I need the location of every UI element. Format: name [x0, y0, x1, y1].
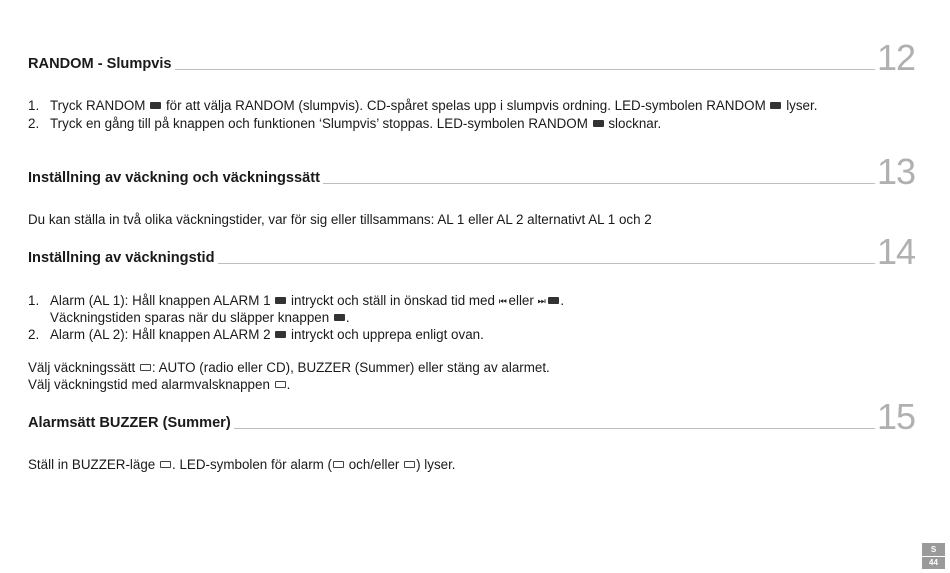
- random-led-icon: [770, 102, 781, 109]
- section-14-heading: [28, 250, 875, 266]
- random-led-icon: [593, 120, 604, 127]
- paragraph: Ställ in BUZZER-läge . LED-symbolen för alarm ( och/eller ) lyser.: [28, 457, 456, 472]
- list-item-continuation: Väckningstiden sparas när du släpper knappen .: [50, 310, 350, 325]
- heading-rule: [323, 183, 875, 184]
- page-number: 44: [922, 557, 945, 569]
- heading-rule: [175, 69, 875, 70]
- list-item: 2. Alarm (AL 2): Håll knappen ALARM 2 intryckt och upprepa enligt ovan.: [28, 327, 484, 342]
- section-title: Inställning av väckning och väckningssätt: [28, 170, 320, 186]
- section-number: 15: [877, 396, 916, 437]
- alarm2-led-icon: [404, 461, 415, 468]
- paragraph: Välj väckningssätt : AUTO (radio eller CD), BUZZER (Summer) eller stäng av alarmet.: [28, 360, 550, 375]
- next-icon: ⏭: [537, 295, 544, 306]
- buzzer-key-icon: [160, 461, 171, 468]
- heading-rule: [218, 263, 875, 264]
- paragraph: Du kan ställa in två olika väckningstider, var för sig eller tillsammans: AL 1 eller AL 2 alternativt AL 1 och 2: [28, 212, 652, 227]
- alarm1-led-icon: [333, 461, 344, 468]
- section-number: 13: [877, 151, 916, 192]
- alarm1-key-icon: [334, 314, 345, 321]
- random-key-icon: [150, 102, 161, 109]
- list-item: 1. Alarm (AL 1): Håll knappen ALARM 1 intryckt och ställ in önskad tid med ⏮ eller ⏭ .: [28, 293, 565, 308]
- section-title: Alarmsätt BUZZER (Summer): [28, 415, 231, 431]
- section-title: Inställning av väckningstid: [28, 250, 215, 266]
- heading-rule: [234, 428, 875, 429]
- prev-icon: ⏮: [498, 295, 505, 306]
- section-12-heading: [28, 56, 875, 72]
- list-item: 1. Tryck RANDOM för att välja RANDOM (slumpvis). CD-spåret spelas upp i slumpvis ordning. LED-symbolen RANDOM lyser.: [28, 98, 818, 113]
- list-item: 2. Tryck en gång till på knappen och funktionen ‘Slumpvis’ stoppas. LED-symbolen RANDOM slocknar.: [28, 116, 662, 131]
- alarm1-key-icon: [275, 297, 286, 304]
- section-title: RANDOM - Slumpvis: [28, 56, 172, 72]
- paragraph: Välj väckningstid med alarmvalsknappen .: [28, 377, 291, 392]
- language-badge: S: [922, 543, 945, 556]
- alarm-select-key-icon: [275, 381, 286, 388]
- section-15-heading: [28, 415, 875, 431]
- section-number: 12: [877, 37, 916, 78]
- alarm-mode-key-icon: [140, 364, 151, 371]
- alarm2-key-icon: [275, 331, 286, 338]
- section-13-heading: [28, 170, 875, 186]
- skip-key-icon: [548, 297, 559, 304]
- section-number: 14: [877, 231, 916, 272]
